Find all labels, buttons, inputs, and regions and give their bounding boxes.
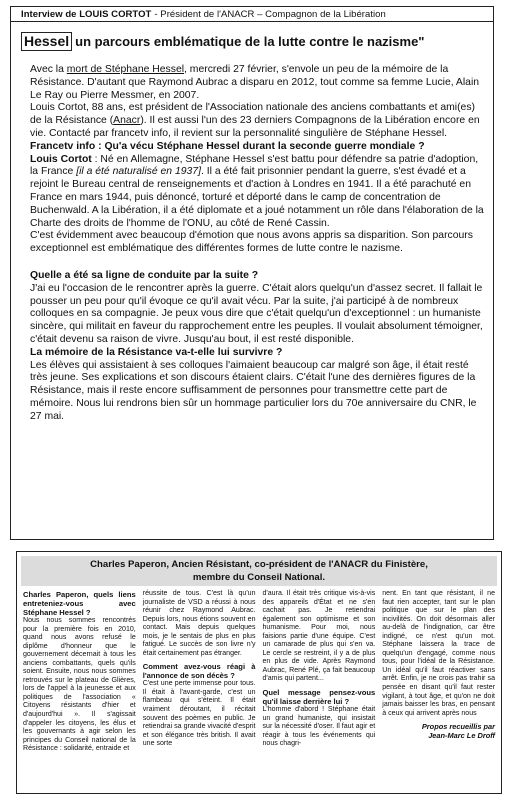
column-question: Comment avez-vous réagi à l'annonce de son décès ? bbox=[142, 662, 256, 681]
box-columns bbox=[23, 590, 495, 754]
article-title bbox=[21, 32, 487, 51]
column-text: réussite de tous. C'est là qu'un journaliste de VSD a réussi à nous réunir chez Raymond Aubrac. Depuis lors, nous étions souvent en contact. Mais depuis quelques mois, je le sentais de plus en plus fatigué. Le succès de son livre n'y était certainement pas étranger. bbox=[142, 590, 256, 657]
speaker-name: Louis Cortot bbox=[30, 153, 92, 165]
header-name: Interview de LOUIS CORTOT bbox=[21, 8, 152, 20]
column-2 bbox=[143, 590, 256, 754]
intro-text: Avec la bbox=[30, 64, 67, 75]
header-rest: - Président de l'ANACR – Compagnon de la Libération bbox=[154, 8, 386, 20]
column-1 bbox=[23, 590, 136, 754]
column-text: d'aura. Il était très critique vis-à-vis des appareils d'État et ne s'en cachait pas. Je retiendrai également son optimisme et son humanisme. Pour moi, nous faisions partie d'une équipe. C'est un camarade de plus qui s'en va. Le cercle se restreint, il y a de plus en plus de vide. Après Raymond Aubrac, René Plé, ça fait beaucoup d'amis qui partent... bbox=[262, 590, 376, 683]
column-4 bbox=[382, 590, 495, 754]
column-text: C'est une perte immense pour tous. Il était à l'avant-garde, c'est un flambeau qui s'éteint. Il était vraiment déroutant, il récitait souvent des poèmes en public. Je retiendrai sa grande vivacité d'esprit et son élégance très british. Il avait une sorte bbox=[142, 680, 256, 748]
section-2 bbox=[30, 270, 485, 347]
section-1 bbox=[30, 141, 485, 256]
answer-1-continued: C'est évidemment avec beaucoup d'émotion que nous avons appris sa disparition. Son parcours exceptionnel est emblématique des différentes formes de lutte contre le nazisme. bbox=[30, 230, 473, 255]
answer-2: J'ai eu l'occasion de le rencontrer après la guerre. C'était alors quelqu'un d'assez secret. Il fallait le pousser un peu pour qu'il évoque ce qu'il avait vécu. Par la suite, j'ai participé à de nombreux colloques en sa compagnie. Je peux vous dire que c'était quelqu'un d'exceptionnel : un humaniste sincère, qui militait en faveur du rapprochement entre les peuples. Il voulait absolument témoigner, c'était devenu sa raison de vivre. Jusqu'au bout, il est resté disponible. bbox=[30, 282, 483, 345]
column-question: Quel message pensez-vous qu'il laisse derrière lui ? bbox=[262, 688, 376, 707]
interview-article bbox=[10, 6, 494, 540]
byline-author: Jean-Marc Le Droff bbox=[428, 731, 495, 741]
box-title bbox=[21, 556, 497, 586]
title-rest: un parcours emblématique de la lutte contre le nazisme" bbox=[75, 34, 425, 49]
question-3: La mémoire de la Résistance va-t-elle lui survivre ? bbox=[30, 346, 283, 358]
intro bbox=[30, 64, 485, 141]
question-1: Francetv info : Qu'a vécu Stéphane Hessel durant la seconde guerre mondiale ? bbox=[30, 140, 425, 152]
column-3 bbox=[263, 590, 376, 754]
column-text: nent. En tant que résistant, il ne faut rien accepter, tant sur le plan politique que sur le plan des incivilités. On doit désormais aller au-delà de l'indignation, car être indigné, ce n'est qu'un mot. Stéphane laissera la trace de quelqu'un d'engagé, comme nous tous, pour l'idéal de la Résistance. Un idéal qu'il faut réactiver sans arrêt. Enfin, je ne crois pas trahir sa pensée en disant qu'il faut rester vigilant, à tout âge, et qu'on ne doit jamais baisser les bras, en pensant à ceux qui arrivent après nous bbox=[382, 590, 495, 717]
title-boxed-word: Hessel bbox=[21, 32, 72, 51]
box-title-line-1: Charles Paperon, Ancien Résistant, co-président de l'ANACR du Finistère, bbox=[90, 559, 428, 570]
link-anacr[interactable]: Anacr bbox=[113, 115, 141, 127]
intro-text: ). Il est aussi l'un des 23 derniers Compagnons de la Libération encore en vie. Contacté par francetv info, il revient sur la personnalité singulière de Stéphane Hessel. bbox=[30, 115, 480, 139]
box-title-line-2: membre du Conseil National. bbox=[192, 572, 326, 583]
paperon-interview-box bbox=[16, 551, 502, 794]
link-hessel-death[interactable]: mort de Stéphane Hessel bbox=[66, 64, 185, 75]
column-question: Charles Paperon, quels liens entreteniez-vous avec Stéphane Hessel ? bbox=[23, 590, 136, 617]
column-text: Nous nous sommes rencontrés pour la première fois en 2010, quand nous avons refusé le diplôme d'honneur que le gouvernement décernait à tous les anciens combattants, quels qu'ils soient. Ensuite, nous nous sommes retrouvés sur le plateau de Glières, lors de l'appel à la jeunesse et aux politiques de l'association « Citoyens résistants d'hier et d'aujourd'hui ». Il s'agissait d'appeler les citoyens, les élus et les gouvernants à agir selon les principes du Conseil national de la Résistance : solidarité, entraide et bbox=[23, 617, 136, 753]
question-2: Quelle a été sa ligne de conduite par la suite ? bbox=[30, 269, 259, 281]
intro-paragraph-2 bbox=[30, 102, 485, 140]
byline-line-1: Propos recueillis par bbox=[421, 722, 495, 732]
intro-paragraph-1 bbox=[30, 64, 485, 102]
answer-aside: [il a été naturalisé en 1937] bbox=[76, 166, 201, 178]
intro-text: Louis Cortot, 88 ans, est président de l'Association nationale des anciens combattants et ami(es) de la Résistance ( bbox=[30, 102, 475, 127]
article-header-band bbox=[11, 7, 493, 22]
answer-text: . Il a été fait prisonnier pendant la guerre, s'est évadé et a rejoint le Bureau central de renseignements et d'action à Londres en 1941. Il a été parachuté en France en mars 1944, puis dénoncé, torturé et déporté dans le camp de concentration de Buchenwald. A la Libération, il a été diplomate et a joué notamment un rôle dans l'élaboration de la Charte des droits de l'homme de l'ONU, au côté de René Cassin. bbox=[30, 166, 484, 229]
answer-text: : Né en Allemagne, Stéphane Hessel s'est battu pour défendre sa patrie d'adoption, la France bbox=[30, 153, 479, 178]
answer-1 bbox=[30, 154, 485, 231]
intro-text: , mercredi 27 février, s'envole un peu de la mémoire de la Résistance. D'autant que Raymond Aubrac a disparu en 2012, tout comme sa femme Lucie, Alain Le Ray ou Pierre Messmer, en 2007. bbox=[30, 64, 480, 101]
section-3 bbox=[30, 347, 485, 424]
byline bbox=[382, 722, 495, 740]
column-text: L'homme d'abord ! Stéphane était un grand humaniste, qui insistait sur la nécessité d'oser. Il faut agir et réagir à tous les événements qui nous chagri- bbox=[262, 706, 376, 748]
answer-3: Les élèves qui assistaient à ses colloques l'aimaient beaucoup car malgré son âge, il était resté très jeune. Ses explications et son discours étaient clairs. C'était l'une des dernières figures de la Résistance, mais il reste encore suffisamment de personnes pour transmettre cette part de mémoire. Nous lui rendrons bien sûr un hommage particulier lors du 70e anniversaire du CNR, le 27 mai. bbox=[30, 359, 477, 422]
